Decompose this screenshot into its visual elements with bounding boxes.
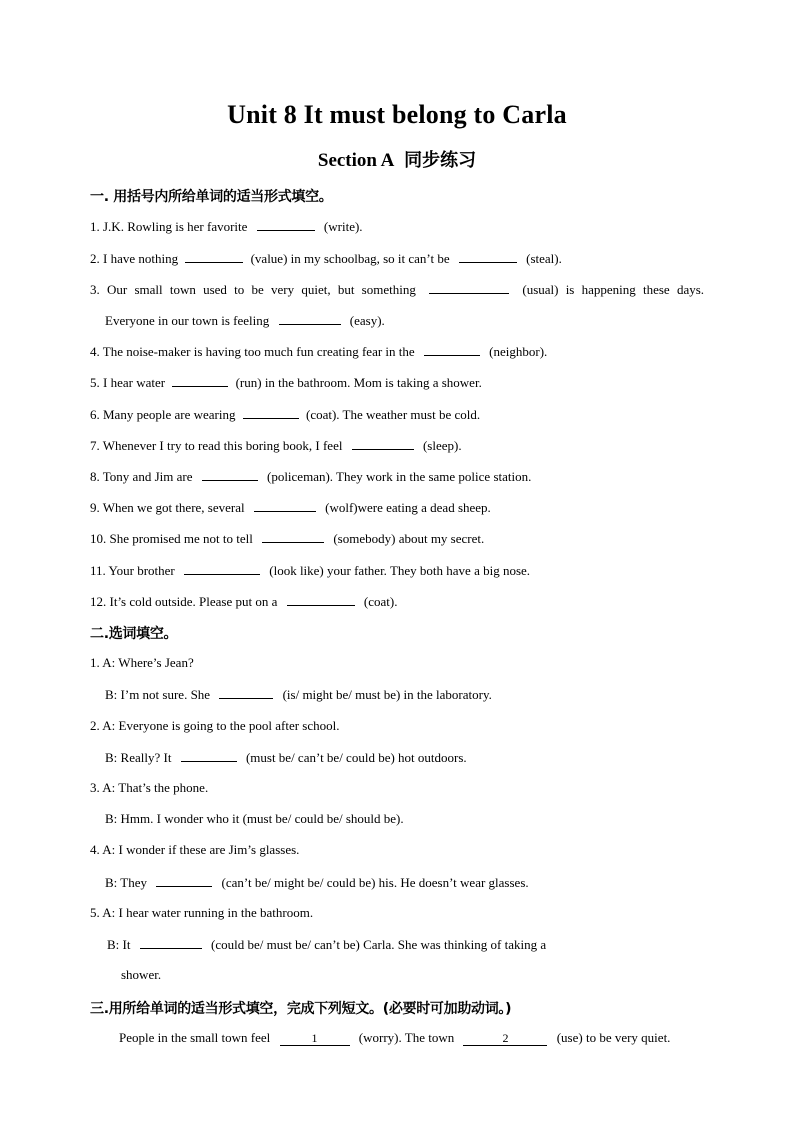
dialogue-text: shower. [121,967,162,982]
answer-blank[interactable] [424,342,480,356]
answer-blank[interactable] [352,436,414,450]
question-3 [90,280,704,299]
answer-blank[interactable] [279,311,341,325]
answer-blank[interactable] [243,405,299,419]
section3-heading: 三.用所给单词的适当形式填空，完成下列短文。(必要时可加助动词。) [90,1001,512,1017]
question-text: 7. Whenever I try to read this boring book, I feel [90,438,343,453]
answer-blank[interactable] [219,685,273,699]
passage-text: People in the small town feel [119,1030,271,1045]
question-text: 11. Your brother [90,563,175,578]
passage-text: (worry). The town [358,1030,455,1045]
dialogue-3-a [90,779,704,797]
dialogue-2-b [105,748,719,767]
answer-blank[interactable] [254,498,316,512]
dialogue-text: B: It [107,937,131,952]
dialogue-text: 2. A: Everyone is going to the pool after school. [90,718,340,733]
question-8 [90,467,704,486]
passage-text: (use) to be very quiet. [556,1030,671,1045]
question-text: 9. When we got there, several [90,500,245,515]
answer-blank[interactable] [185,249,243,263]
answer-blank[interactable] [287,592,355,606]
numbered-blank-2[interactable]: 2 [463,1032,547,1046]
question-hint: (write). [323,219,363,234]
question-text: (value) in my schoolbag, so it can’t be [250,251,450,266]
question-text: 6. Many people are wearing [90,407,236,422]
question-3-continued [105,311,719,330]
subtitle-section: Section A [317,150,394,171]
dialogue-text: B: Hmm. I wonder who it (must be/ could be/ should be). [105,811,404,826]
dialogue-4-b [105,873,719,892]
question-hint: (steal). [526,251,562,266]
dialogue-text: B: Really? It [105,750,172,765]
dialogue-text: B: They [105,875,148,890]
dialogue-options: (can’t be/ might be/ could be) his. He doesn’t wear glasses. [221,875,529,890]
dialogue-text: 1. A: Where’s Jean? [90,655,194,670]
question-text: 5. I hear water [90,375,166,390]
dialogue-3-b [105,810,719,828]
answer-blank[interactable] [156,873,212,887]
question-9 [90,498,704,517]
question-7 [90,436,704,455]
section1-heading: 一. 用括号内所给单词的适当形式填空。 [90,189,333,205]
question-hint: (look like) your father. They both have a big nose. [269,563,531,578]
dialogue-text: 5. A: I hear water running in the bathroom. [90,905,314,920]
page-title: Unit 8 It must belong to Carla [227,100,567,129]
question-text: 3. Our small town used to be very quiet, but something [90,282,416,297]
question-text: Everyone in our town is feeling [105,313,270,328]
question-hint: (policeman). They work in the same police station. [266,469,532,484]
answer-blank[interactable] [202,467,258,481]
question-hint: (somebody) about my secret. [333,531,485,546]
dialogue-5-b [107,935,721,954]
question-text: 1. J.K. Rowling is her favorite [90,219,248,234]
question-text: 2. I have nothing [90,251,179,266]
section2-heading: 二.选词填空。 [90,626,178,642]
numbered-blank-1[interactable]: 1 [280,1032,350,1046]
answer-blank[interactable] [257,217,315,231]
dialogue-options: (must be/ can’t be/ could be) hot outdoors. [245,750,467,765]
question-6 [90,405,704,424]
question-5 [90,373,704,392]
dialogue-4-a [90,841,704,859]
answer-blank[interactable] [429,280,509,294]
dialogue-text: 4. A: I wonder if these are Jim’s glasses. [90,842,300,857]
question-hint: (coat). The weather must be cold. [305,407,481,422]
passage-line [119,1029,704,1047]
dialogue-1-a [90,654,704,672]
dialogue-options: (could be/ must be/ can’t be) Carla. She was thinking of taking a [210,937,547,952]
answer-blank[interactable] [184,561,260,575]
dialogue-5-a [90,904,704,922]
question-hint: (neighbor). [489,344,548,359]
question-2 [90,249,704,268]
question-hint: (usual) is happening these days. [522,282,705,297]
question-4 [90,342,704,361]
question-text: 4. The noise-maker is having too much fun creating fear in the [90,344,415,359]
page-subtitle [0,146,794,172]
question-hint: (wolf)were eating a dead sheep. [325,500,491,515]
question-hint: (easy). [349,313,385,328]
dialogue-1-b [105,685,719,704]
dialogue-text: 3. A: That’s the phone. [90,780,209,795]
question-hint: (run) in the bathroom. Mom is taking a shower. [235,375,482,390]
answer-blank[interactable] [181,748,237,762]
question-10 [90,529,704,548]
answer-blank[interactable] [172,373,228,387]
question-1 [90,217,704,236]
question-11 [90,561,704,580]
dialogue-2-a [90,717,704,735]
question-12 [90,592,704,611]
answer-blank[interactable] [459,249,517,263]
dialogue-text: B: I’m not sure. She [105,687,211,702]
subtitle-practice: 同步练习 [404,150,477,171]
question-text: 8. Tony and Jim are [90,469,193,484]
question-hint: (sleep). [422,438,462,453]
dialogue-5-continued [121,966,735,984]
question-text: 10. She promised me not to tell [90,531,253,546]
dialogue-options: (is/ might be/ must be) in the laboratory. [282,687,492,702]
answer-blank[interactable] [140,935,202,949]
answer-blank[interactable] [262,529,324,543]
question-hint: (coat). [363,594,398,609]
question-text: 12. It’s cold outside. Please put on a [90,594,278,609]
